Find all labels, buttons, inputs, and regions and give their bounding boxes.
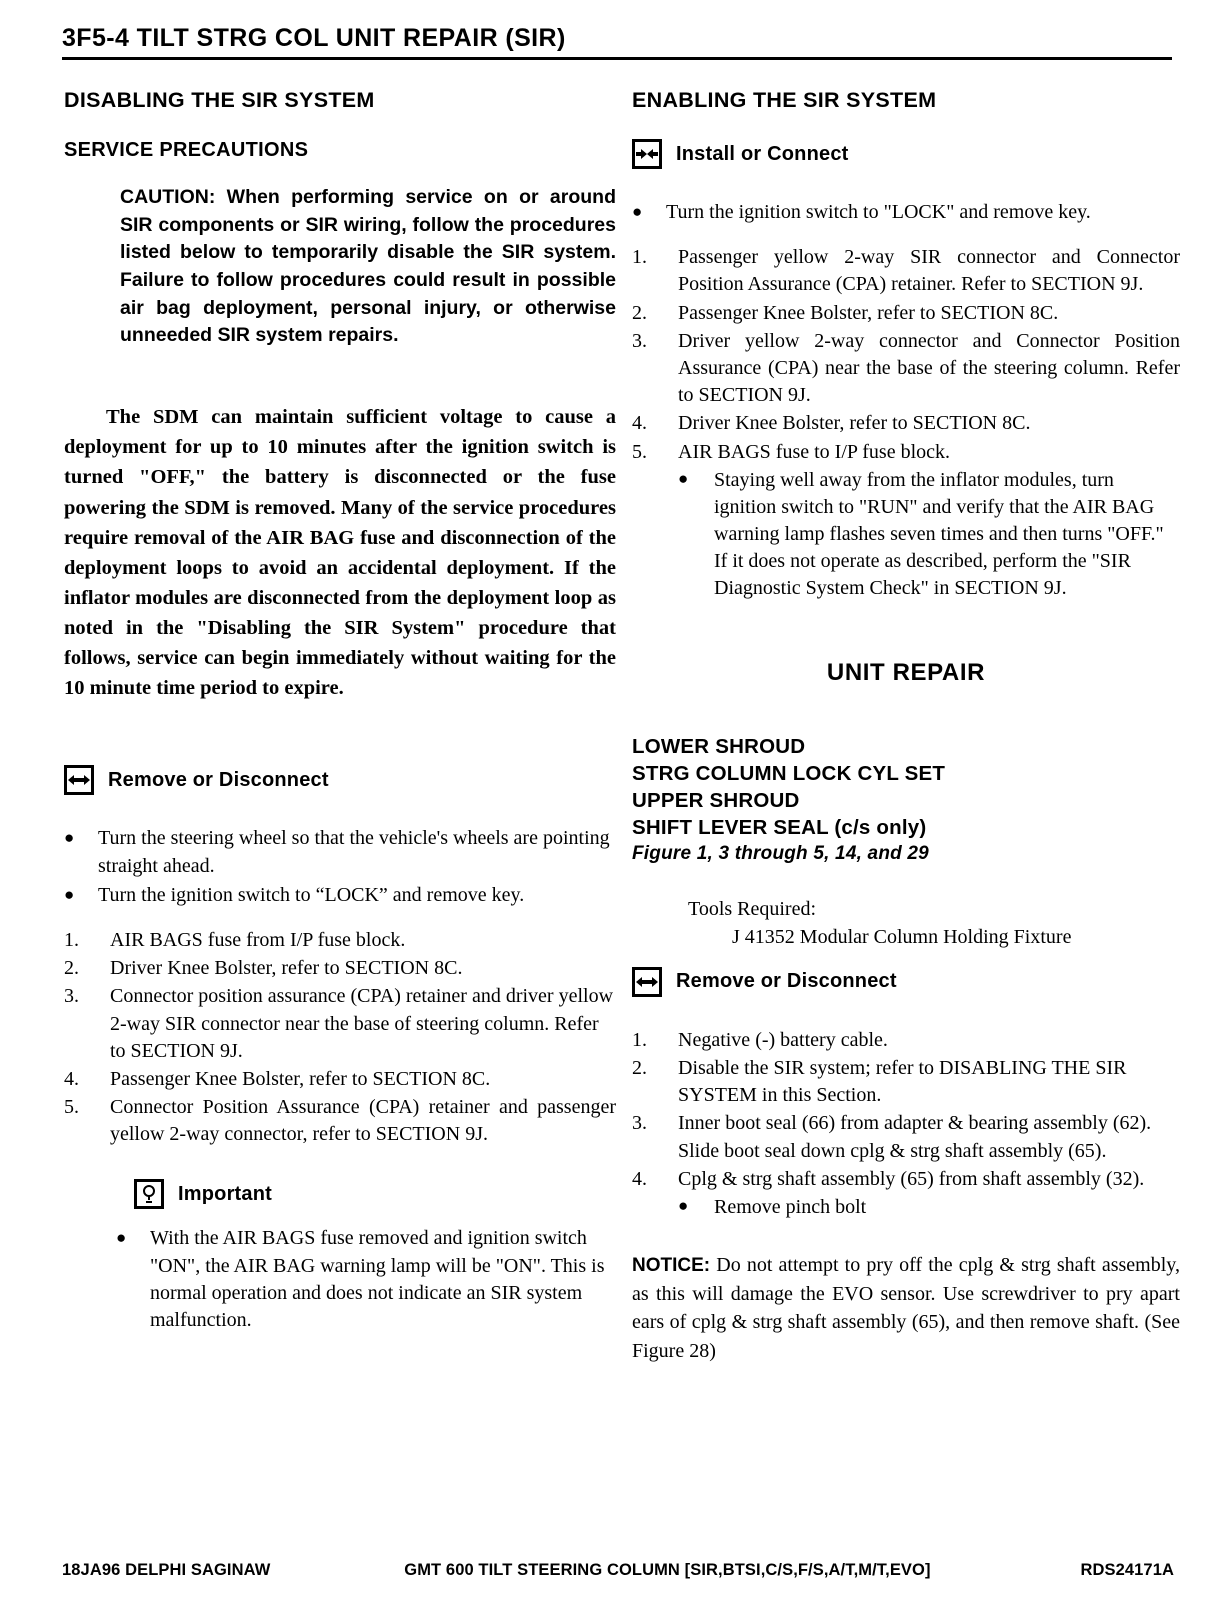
footer-left: 18JA96 DELPHI SAGINAW [62, 1561, 271, 1579]
table-row [632, 439, 1180, 466]
page-header [62, 24, 1172, 60]
install-or-connect-label: Install or Connect [676, 142, 849, 165]
footer-center: GMT 600 TILT STEERING COLUMN [SIR,BTSI,C/S,F/S,A/T,M/T,EVO] [404, 1561, 931, 1579]
important-label: Important [178, 1182, 273, 1205]
list-item-text: Turn the ignition switch to "LOCK" and remove key. [666, 201, 1091, 223]
list-item [116, 1225, 616, 1334]
step-text: Disable the SIR system; refer to DISABLING THE SIR SYSTEM in this Section. [678, 1057, 1127, 1107]
list-item-text: Remove pinch bolt [714, 1195, 867, 1218]
install-or-connect-heading [632, 139, 1180, 169]
step-number: 1. [64, 928, 79, 951]
left-column [64, 88, 616, 1336]
light-bulb-icon [134, 1179, 164, 1209]
group-heading-upper-shroud: UPPER SHROUD [632, 788, 800, 812]
step-text: Passenger yellow 2-way SIR connector and Connector Position Assurance (CPA) retainer. Refer to SECTION 9J. [678, 246, 1180, 296]
remove-or-disconnect-label: Remove or Disconnect [108, 768, 329, 791]
step-number: 1. [632, 1028, 647, 1051]
bullet-glyph: ● [678, 468, 689, 488]
table-row [64, 927, 616, 954]
section-heading-enabling: ENABLING THE SIR SYSTEM [632, 88, 937, 112]
step-number: 4. [632, 1167, 647, 1190]
step-text: Passenger Knee Bolster, refer to SECTION 8C. [678, 301, 1059, 324]
group-heading-lock-cyl-set: STRG COLUMN LOCK CYL SET [632, 761, 946, 785]
page-footer [62, 1561, 1174, 1580]
step-number: 4. [64, 1067, 79, 1090]
table-row [632, 1110, 1180, 1164]
page-title: 3F5-4 TILT STRG COL UNIT REPAIR (SIR) [62, 24, 566, 52]
table-row [632, 1055, 1180, 1109]
list-item-text: Staying well away from the inflator modules, turn ignition switch to "RUN" and verify that the AIR BAG warning lamp flashes seven times and then turns "OFF." If it does not operate as described, perform the "SIR Diagnostic System Check" in SECTION 9J. [714, 468, 1164, 600]
tools-required-block [688, 895, 1180, 951]
unit-repair-title: UNIT REPAIR [826, 658, 986, 686]
step-number: 5. [64, 1096, 79, 1119]
bullet-glyph: ● [64, 884, 75, 904]
step-number: 5. [632, 440, 647, 463]
step-text: Connector position assurance (CPA) retainer and driver yellow 2-way SIR connector near the base of steering column. Refer to SECTION 9J. [110, 985, 614, 1062]
step-text: Driver Knee Bolster, refer to SECTION 8C. [678, 412, 1031, 435]
step-text: Connector Position Assurance (CPA) retainer and passenger yellow 2-way connector, refer to SECTION 9J. [110, 1096, 616, 1146]
inward-arrows-icon [632, 139, 662, 169]
table-row [632, 1166, 1180, 1193]
remove-or-disconnect-heading-unit [632, 967, 1180, 997]
list-item-text: Turn the ignition switch to “LOCK” and remove key. [98, 883, 525, 906]
unit-remove-disconnect-steps [632, 1027, 1180, 1193]
step-text: Inner boot seal (66) from adapter & bearing assembly (62). Slide boot seal down cplg & strg shaft assembly (65). [678, 1112, 1152, 1162]
install-connect-steps [632, 244, 1180, 466]
bidirectional-arrow-icon [64, 765, 94, 795]
footer-right: RDS24171A [1080, 1561, 1174, 1579]
important-bullets [116, 1225, 616, 1334]
remove-or-disconnect-label: Remove or Disconnect [676, 970, 897, 993]
list-item-text: Turn the steering wheel so that the vehicle's wheels are pointing straight ahead. [98, 827, 610, 877]
list-item-text: With the AIR BAGS fuse removed and ignition switch "ON", the AIR BAG warning lamp will be "ON". This is normal operation and does not indicate an SIR system malfunction. [150, 1227, 605, 1331]
step-number: 3. [632, 1112, 647, 1135]
figure-reference: Figure 1, 3 through 5, 14, and 29 [632, 842, 929, 864]
table-row [64, 1094, 616, 1148]
step-text: Driver Knee Bolster, refer to SECTION 8C. [110, 957, 463, 980]
step-number: 2. [64, 957, 79, 980]
right-column [632, 88, 1180, 1365]
notice-paragraph [632, 1251, 1180, 1365]
notice-text: Do not attempt to pry off the cplg & strg shaft assembly, as this will damage the EVO sensor. Use screwdriver to pry apart ears of cplg & strg shaft assembly (65), and then remove shaft. (See Figure 28) [632, 1254, 1180, 1362]
table-row [64, 983, 616, 1065]
step-number: 3. [632, 329, 647, 352]
remove-or-disconnect-heading [64, 765, 616, 795]
step-text: Negative (-) battery cable. [678, 1028, 888, 1051]
bullet-glyph: ● [678, 1195, 689, 1215]
remove-disconnect-bullets [64, 825, 616, 909]
bullet-glyph: ● [116, 1228, 127, 1248]
group-heading-lower-shroud: LOWER SHROUD [632, 734, 806, 758]
table-row [632, 410, 1180, 437]
step-number: 3. [64, 985, 79, 1008]
step-text: AIR BAGS fuse to I/P fuse block. [678, 440, 951, 463]
important-heading [134, 1179, 616, 1209]
step-number: 2. [632, 1057, 647, 1079]
section-heading-disabling: DISABLING THE SIR SYSTEM [64, 88, 375, 112]
sdm-paragraph: The SDM can maintain sufficient voltage to cause a deployment for up to 10 minutes after the ignition switch is turned "OFF," the battery is disconnected or the fuse powering the SDM is removed. Many of the service procedures require removal of the AIR BAG fuse and disconnection of the deployment loops to avoid an accidental deployment. If the inflator modules are disconnected from the deployment loop as noted in the "Disabling the SIR System" procedure that follows, service can begin immediately without waiting for the 10 minute time period to expire. [64, 406, 616, 700]
step-text: Cplg & strg shaft assembly (65) from shaft assembly (32). [678, 1167, 1145, 1190]
list-item [64, 825, 616, 879]
table-row [632, 244, 1180, 298]
bullet-glyph: ● [632, 202, 643, 221]
step-number: 4. [632, 412, 647, 435]
subheading-service-precautions: SERVICE PRECAUTIONS [64, 139, 309, 161]
step-number: 1. [632, 246, 647, 269]
step-text: Passenger Knee Bolster, refer to SECTION 8C. [110, 1067, 491, 1090]
install-connect-top-bullets [632, 199, 1180, 226]
step-text: AIR BAGS fuse from I/P fuse block. [110, 928, 406, 951]
bullet-glyph: ● [64, 828, 75, 848]
table-row [64, 1066, 616, 1093]
caution-text: CAUTION: When performing service on or around SIR components or SIR wiring, follow the procedures listed below to temporarily disable the SIR system. Failure to follow procedures could result in possible air bag deployment, personal injury, or otherwise unneeded SIR system repairs. [120, 186, 616, 347]
group-heading-shift-lever-seal: SHIFT LEVER SEAL (c/s only) [632, 815, 927, 839]
list-item [678, 467, 1180, 603]
bidirectional-arrow-icon [632, 967, 662, 997]
header-divider [62, 57, 1172, 60]
step-text: Driver yellow 2-way connector and Connector Position Assurance (CPA) near the base of the steering column. Refer to SECTION 9J. [678, 329, 1180, 407]
list-item [678, 1194, 1180, 1221]
notice-keyword: NOTICE: [632, 1255, 711, 1277]
tools-required-label: Tools Required: [688, 897, 817, 920]
table-row [64, 955, 616, 982]
step-number: 2. [632, 301, 647, 324]
table-row [632, 300, 1180, 327]
list-item [64, 882, 616, 909]
remove-disconnect-steps [64, 927, 616, 1149]
table-row [632, 328, 1180, 410]
table-row [632, 1027, 1180, 1054]
list-item [632, 199, 1180, 226]
tools-required-item: J 41352 Modular Column Holding Fixture [732, 925, 1072, 948]
